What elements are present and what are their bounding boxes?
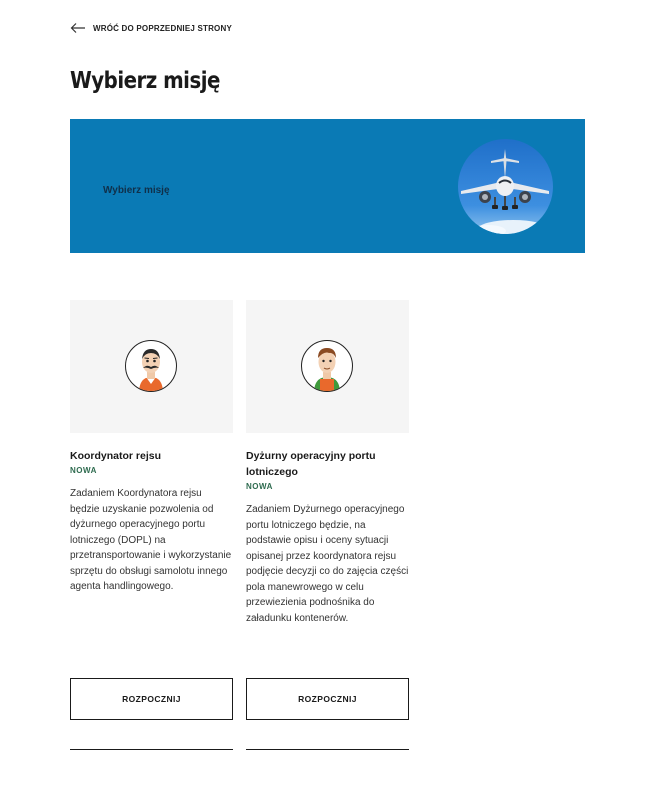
coordinator-avatar (125, 340, 177, 392)
arrow-left-icon (70, 22, 86, 34)
card-image (246, 300, 409, 433)
duty-officer-avatar (301, 340, 353, 392)
card-title: Koordynator rejsu (70, 450, 162, 462)
mission-card-coordinator[interactable] (70, 300, 233, 595)
airplane-image (458, 139, 553, 234)
back-link-label: WRÓĆ DO POPRZEDNIEJ STRONY (93, 23, 232, 33)
back-link[interactable] (70, 22, 232, 34)
mission-card-duty-officer[interactable] (246, 300, 409, 626)
page-title: Wybierz misję (70, 68, 220, 94)
card-description: Zadaniem Koordynatora rejsu będzie uzyskanie pozwolenia od dyżurnego operacyjnego portu lotniczego (DOPL) na przetransportowanie i wykorzystanie sprzętu do obsługi samolotu innego agenta handlingowego. (70, 488, 232, 592)
status-badge: NOWA (246, 482, 273, 491)
start-button[interactable]: ROZPOCZNIJ (246, 678, 409, 720)
card-image (70, 300, 233, 433)
divider (70, 749, 233, 750)
banner-text: Wybierz misję (103, 185, 170, 196)
card-description: Zadaniem Dyżurnego operacyjnego portu lotniczego będzie, na podstawie opisu i oceny sytuacji opisanej przez koordynatora rejsu podjęcie decyzji co do zajęcia części pola manewrowego w celu przewiezienia podnośnika do załadunku kontenerów. (246, 504, 409, 624)
status-badge: NOWA (70, 466, 97, 475)
card-title: Dyżurny operacyjny portu lotniczego (246, 450, 376, 478)
start-button[interactable]: ROZPOCZNIJ (70, 678, 233, 720)
divider (246, 749, 409, 750)
mission-banner (70, 119, 585, 253)
